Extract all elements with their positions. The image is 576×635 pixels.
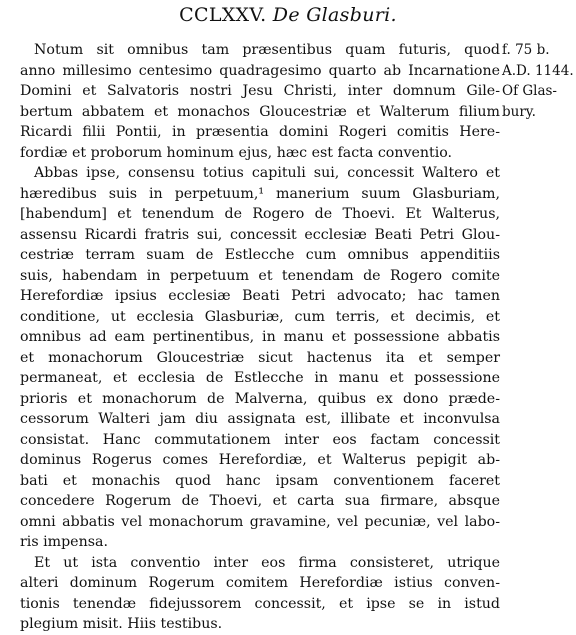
text-line: fordiæ et proborum hominum ejus, hæc est facta conventio. <box>20 144 453 161</box>
text-line: suis, habendam in perpetuum et tenendam de Rogero comite <box>20 267 500 284</box>
charter-name: De Glasburi. <box>272 4 397 26</box>
subject-note: bury. <box>502 103 536 120</box>
charter-number: CCLXXV. <box>179 4 267 26</box>
text-line: Notum sit omnibus tam præsentibus quam futuris, quod <box>34 42 500 58</box>
text-line: concedere Rogerum de Thoevi, et carta sua firmare, absque <box>20 493 500 509</box>
text-line: alteri dominum Rogerum comitem Herefordiæ istius conven- <box>20 575 500 591</box>
text-line: et monachorum Gloucestriæ sicut hactenus ita et semper <box>20 349 500 366</box>
paragraph-3 <box>20 553 500 635</box>
text-line: prioris et monachorum de Malverna, quibus ex dono præde- <box>20 390 500 407</box>
text-line: plegium misit. Hiis testibus. <box>20 616 223 632</box>
text-line: conditione, ut ecclesia Glasburiæ, cum terris, et decimis, et <box>20 308 500 325</box>
text-line: bertum abbatem et monachos Gloucestriæ et Walterum filium <box>20 103 500 120</box>
paragraph-2 <box>20 163 500 553</box>
text-line: omnibus ad eam pertinentibus, in manu et possessione abbatis <box>20 329 500 345</box>
text-line: [habendum] et tenendum de Rogero de Thoevi. Et Walterus, <box>20 206 500 222</box>
charter-body <box>20 40 500 635</box>
text-line: cestriæ terram suam de Estlecche cum omnibus appenditiis <box>20 247 500 263</box>
text-line: assensu Ricardi fratris sui, concessit ecclesiæ Beati Petri Glou- <box>20 226 500 243</box>
text-line: Ricardi filii Pontii, in præsentia domini Rogeri comitis Here- <box>20 124 500 140</box>
text-line: hæredibus suis in perpetuum,¹ manerium suum Glasburiam, <box>20 185 500 202</box>
text-line: Domini et Salvatoris nostri Jesu Christi, inter domnum Gile- <box>20 83 500 99</box>
folio-reference: f. 75 b. <box>502 42 550 58</box>
text-line: consistat. Hanc commutationem inter eos factam concessit <box>20 431 500 448</box>
text-line: bati et monachis quod hanc ipsam conventionem faceret <box>20 472 500 489</box>
charter-title <box>0 4 576 26</box>
text-line: Et ut ista conventio inter eos firma consisteret, utrique <box>34 554 500 571</box>
date-note: A.D. 1144. <box>502 62 574 79</box>
text-line: dominus Rogerus comes Herefordiæ, et Walterus pepigit ab- <box>20 452 500 468</box>
text-line: omni abbatis vel monachorum gravamine, vel pecuniæ, vel labo- <box>20 513 500 530</box>
subject-note: Of Glas- <box>502 83 557 99</box>
text-line: Herefordiæ ipsius ecclesiæ Beati Petri advocato; hac tamen <box>20 288 500 304</box>
text-line: cessorum Walteri jam diu assignata est, illibate et inconvulsa <box>20 411 500 427</box>
text-line: tionis tenendæ fidejussorem concessit, et ipse se in istud <box>20 595 500 612</box>
margin-notes <box>502 40 574 122</box>
text-line: Abbas ipse, consensu totius capituli sui, concessit Waltero et <box>34 165 500 181</box>
text-line: permaneat, et ecclesia de Estlecche in manu et possessione <box>20 370 500 386</box>
paragraph-1 <box>20 40 500 163</box>
text-line: ris impensa. <box>20 534 108 550</box>
text-line: anno millesimo centesimo quadragesimo quarto ab Incarnatione <box>20 62 500 79</box>
